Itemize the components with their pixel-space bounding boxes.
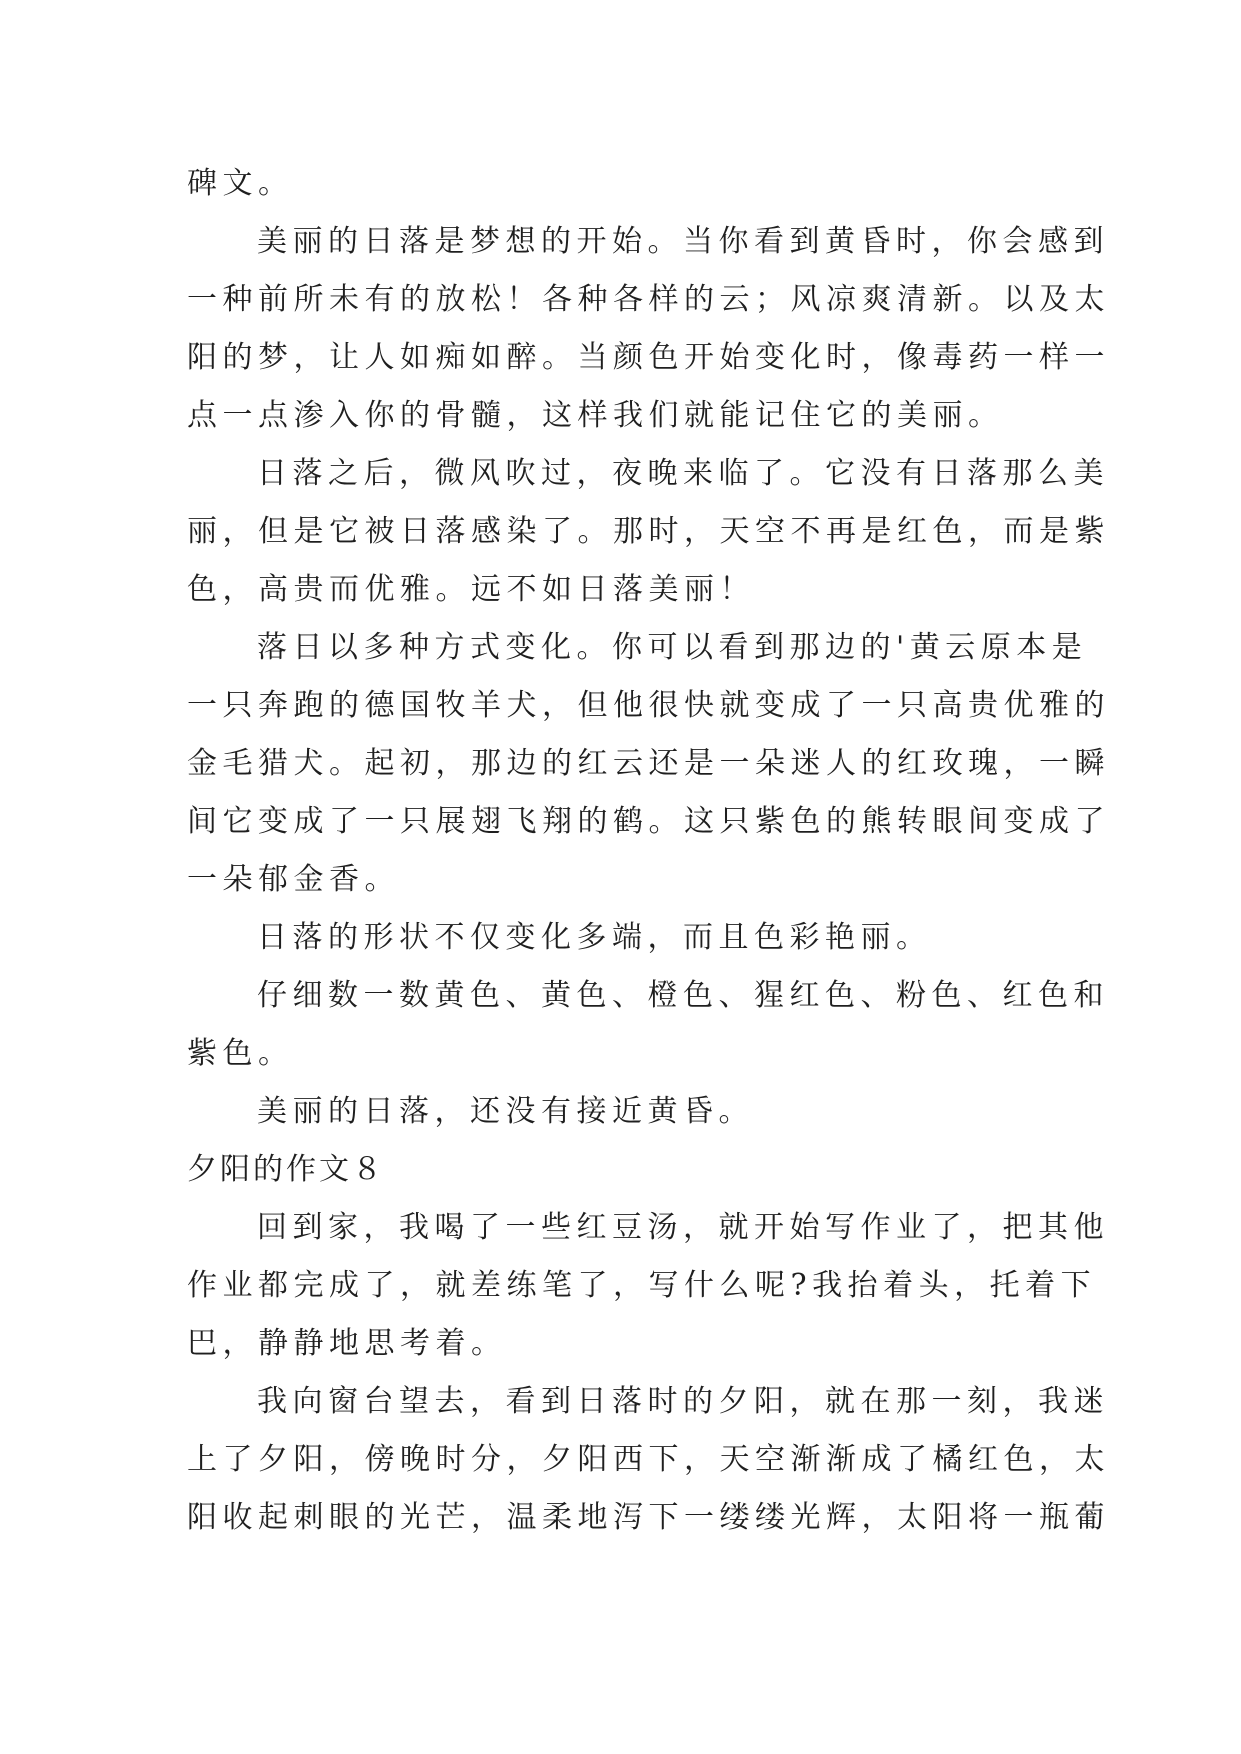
text-line: 间它变成了一只展翅飞翔的鹤。这只紫色的熊转眼间变成了 (187, 804, 1110, 839)
text-line: 紫色。 (187, 1036, 294, 1071)
paragraph-first-line: 回到家，我喝了一些红豆汤，就开始写作业了，把其他 (257, 1210, 1109, 1245)
paragraph-first-line: 我向窗台望去，看到日落时的夕阳，就在那一刻，我迷 (257, 1384, 1109, 1419)
text-line: 作业都完成了，就差练笔了，写什么呢?我抬着头，托着下 (187, 1268, 1097, 1303)
text-line: 巴，静静地思考着。 (187, 1326, 507, 1361)
paragraph-first-line: 日落之后，微风吹过，夜晚来临了。它没有日落那么美 (257, 456, 1109, 491)
section-heading: 夕阳的作文８ (187, 1152, 385, 1187)
document-body (187, 155, 1110, 1547)
paragraph-first-line: 落日以多种方式变化。你可以看到那边的'黄云原本是 (257, 630, 1088, 665)
paragraph-first-line: 仔细数一数黄色、黄色、橙色、猩红色、粉色、红色和 (257, 978, 1109, 1013)
paragraph-first-line: 美丽的日落是梦想的开始。当你看到黄昏时，你会感到 (257, 224, 1109, 259)
text-line: 一只奔跑的德国牧羊犬，但他很快就变成了一只高贵优雅的 (187, 688, 1110, 723)
text-line: 阳的梦，让人如痴如醉。当颜色开始变化时，像毒药一样一 (187, 340, 1110, 375)
text-line: 上了夕阳，傍晚时分，夕阳西下，天空渐渐成了橘红色，太 (187, 1442, 1110, 1477)
text-line: 一朵郁金香。 (187, 862, 400, 897)
paragraph-first-line: 日落的形状不仅变化多端，而且色彩艳丽。 (257, 920, 932, 955)
text-line: 丽，但是它被日落感染了。那时，天空不再是红色，而是紫 (187, 514, 1110, 549)
text-line: 金毛猎犬。起初，那边的红云还是一朵迷人的红玫瑰，一瞬 (187, 746, 1110, 781)
text-line: 碑文。 (187, 166, 294, 201)
text-line: 一种前所未有的放松！各种各样的云；风凉爽清新。以及太 (187, 282, 1110, 317)
text-line: 阳收起刺眼的光芒，温柔地泻下一缕缕光辉，太阳将一瓶葡 (187, 1500, 1110, 1535)
paragraph-first-line: 美丽的日落，还没有接近黄昏。 (257, 1094, 754, 1129)
text-line: 色，高贵而优雅。远不如日落美丽！ (187, 572, 755, 607)
text-line: 点一点渗入你的骨髓，这样我们就能记住它的美丽。 (187, 398, 1004, 433)
